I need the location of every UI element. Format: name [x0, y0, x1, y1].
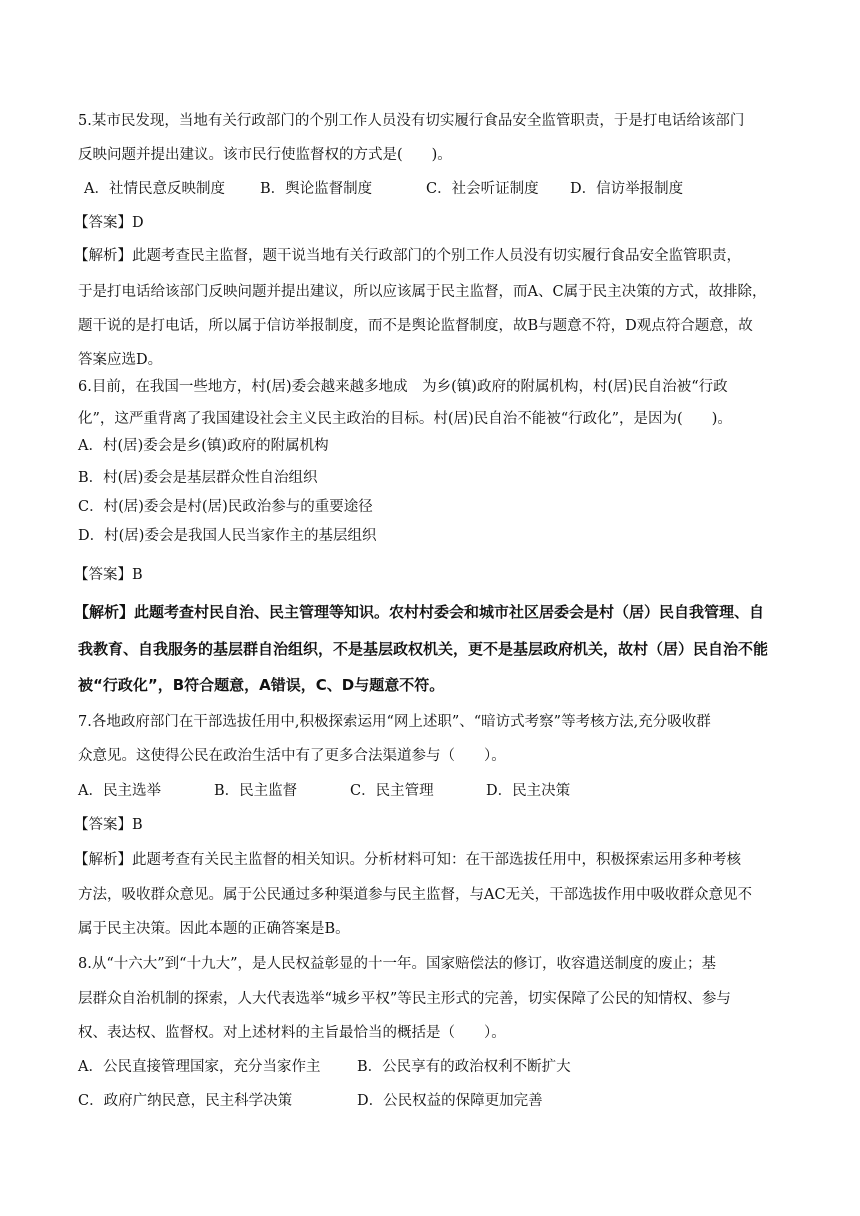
q5-analysis-line-2: 于是打电话给该部门反映问题并提出建议，所以应该属于民主监督，而A、C属于民主决策的方式，故排除，: [78, 284, 767, 300]
q6-option-b: B．村(居)委会是基层群众性自治组织: [78, 470, 318, 486]
q8-option-c: C．政府广纳民意，民主科学决策: [78, 1093, 293, 1109]
q7-option-b: B．民主监督: [214, 783, 298, 799]
q6-option-c: C．村(居)委会是村(居)民政治参与的重要途径: [78, 499, 373, 515]
q6-option-d: D．村(居)委会是我国人民当家作主的基层组织: [78, 528, 377, 544]
q5-stem-line-2: 反映问题并提出建议。该市民行使监督权的方式是( )。: [78, 147, 452, 163]
q6-stem-line-1: 6.目前，在我国一些地方，村(居)委会越来越多地成 为乡(镇)政府的附属机构，村(居)民自治被“行政: [78, 379, 728, 395]
q7-stem-line-1: 7.各地政府部门在干部选拔任用中,积极探索运用“网上述职”、“暗访式考察”等考核方法,充分吸收群: [78, 714, 711, 730]
q7-analysis-line-1: 【解析】此题考查有关民主监督的相关知识。分析材料可知：在干部选拔任用中，积极探索运用多种考核: [74, 852, 741, 868]
q6-analysis-line-1: 【解析】此题考查村民自治、民主管理等知识。农村村委会和城市社区居委会是村（居）民自我管理、自: [74, 603, 765, 621]
q6-stem-line-2: 化”，这严重背离了我国建设社会主义民主政治的目标。村(居)民自治不能被“行政化”，是因为( )。: [78, 411, 732, 427]
q6-option-a: A．村(居)委会是乡(镇)政府的附属机构: [78, 438, 329, 454]
q6-answer: 【答案】B: [74, 567, 143, 583]
q6-analysis-line-2: 我教育、自我服务的基层群自治组织，不是基层政权机关，更不是基层政府机关，故村（居）民自治不能: [78, 640, 769, 658]
q7-option-a: A．民主选举: [78, 783, 161, 799]
q7-analysis-line-3: 属于民主决策。因此本题的正确答案是B。: [78, 921, 350, 937]
q5-option-b: B．舆论监督制度: [260, 181, 373, 197]
q8-stem-line-2: 层群众自治机制的探索，人大代表选举“城乡平权”等民主形式的完善，切实保障了公民的知情权、参与: [78, 991, 731, 1007]
q7-stem-line-2: 众意见。这使得公民在政治生活中有了更多合法渠道参与（ ）。: [78, 748, 506, 764]
q5-analysis-line-4: 答案应选D。: [78, 352, 163, 368]
q6-analysis-line-3: 被“行政化”，B符合题意，A错误，C、D与题意不符。: [78, 676, 445, 694]
q8-stem-line-1: 8.从“十六大”到“十九大”，是人民权益彰显的十一年。国家赔偿法的修订，收容遣送制度的废止；基: [78, 956, 716, 972]
q5-answer: 【答案】D: [74, 215, 144, 231]
q7-analysis-line-2: 方法，吸收群众意见。属于公民通过多种渠道参与民主监督，与AC无关，干部选拔作用中吸收群众意见不: [78, 887, 753, 903]
q8-stem-line-3: 权、表达权、监督权。对上述材料的主旨最恰当的概括是（ ）。: [78, 1025, 506, 1041]
q7-option-d: D．民主决策: [486, 783, 571, 799]
q7-answer: 【答案】B: [74, 817, 143, 833]
q5-option-d: D．信访举报制度: [570, 181, 684, 197]
q7-option-c: C．民主管理: [350, 783, 434, 799]
q5-analysis-line-3: 题干说的是打电话，所以属于信访举报制度，而不是舆论监督制度，故B与题意不符，D观点符合题意，故: [78, 318, 753, 334]
q5-stem-line-1: 5.某市民发现，当地有关行政部门的个别工作人员没有切实履行食品安全监管职责，于是打电话给该部门: [78, 113, 745, 129]
q5-option-c: C．社会听证制度: [426, 181, 539, 197]
q5-option-a: A．社情民意反映制度: [84, 181, 225, 197]
q8-option-b: B．公民享有的政治权利不断扩大: [357, 1059, 571, 1075]
q5-analysis-line-1: 【解析】此题考查民主监督，题干说当地有关行政部门的个别工作人员没有切实履行食品安全监管职责，: [74, 248, 741, 264]
q8-option-d: D．公民权益的保障更加完善: [357, 1093, 543, 1109]
q8-option-a: A．公民直接管理国家，充分当家作主: [78, 1059, 321, 1075]
